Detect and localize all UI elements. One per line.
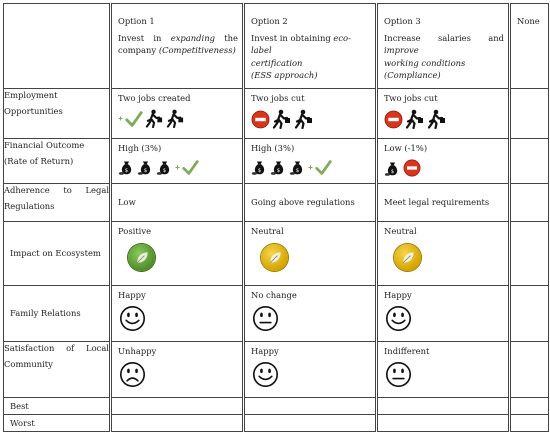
neutral-face-icon [252,305,279,332]
employment-row [4,89,549,139]
check-icon [182,159,199,176]
best-none [510,398,549,415]
option-2-title: Option 2 [251,16,288,26]
community-value-3: Indifferent [384,346,430,356]
plus-icon [308,165,313,170]
none-header [510,4,549,89]
community-label: Satisfaction of Local Community [4,342,111,398]
legal-value-1: Low [118,197,136,207]
best-label: Best [4,398,111,415]
worst-option-1 [111,415,244,432]
leaf-icon [394,244,421,271]
happy-face-icon [119,305,146,332]
employment-value-2: Two jobs cut [251,93,305,103]
community-option-2 [244,342,377,398]
legal-option-2 [244,184,377,222]
money-bag-icon [384,160,401,177]
community-value-2: Happy [251,346,279,356]
legal-label: Adherence to Legal Regulations [4,184,111,222]
legal-option-1 [111,184,244,222]
financial-value-3: Low (-1%) [384,143,428,153]
ecosystem-value-2: Neutral [251,226,284,236]
corner-cell [4,4,111,89]
ecosystem-option-2 [244,222,377,286]
employment-value-3: Two jobs cut [384,93,438,103]
family-option-1 [111,286,244,342]
financial-row [4,139,549,184]
worst-option-2 [244,415,377,432]
best-option-3 [377,398,510,415]
legal-option-3 [377,184,510,222]
community-option-1 [111,342,244,398]
plus-icon [175,165,180,170]
option-3-header: Option 3 Increase salaries and improve working conditions (Compliance) [377,4,510,89]
worst-label: Worst [4,415,111,432]
option-1-title: Option 1 [118,16,155,26]
worst-row [4,415,549,432]
best-option-2 [244,398,377,415]
option-3-description: Increase salaries and improve [384,33,504,56]
financial-option-2 [244,139,377,184]
plus-icon [118,116,123,121]
check-icon [125,110,143,128]
money-bag-icon [137,159,154,176]
financial-value-2: High (3%) [251,143,295,153]
ecosystem-option-1 [111,222,244,286]
best-row [4,398,549,415]
community-none [510,342,549,398]
ecosystem-label: Impact on Ecosystem [4,222,111,286]
worst-option-3 [377,415,510,432]
legal-none [510,184,549,222]
family-value-2: No change [251,290,297,300]
worker-icon [427,109,447,129]
ecosystem-option-3 [377,222,510,286]
financial-option-3 [377,139,510,184]
financial-none [510,139,549,184]
financial-value-1: High (3%) [118,143,162,153]
legal-value-3: Meet legal requirements [384,197,490,207]
financial-label: Financial Outcome (Rate of Return) [4,139,111,184]
employment-none [510,89,549,139]
legal-row [4,184,549,222]
financial-option-1 [111,139,244,184]
worker-icon [294,109,314,129]
ecosystem-value-1: Positive [118,226,152,236]
option-3-title: Option 3 [384,16,421,26]
worker-icon [145,109,164,128]
header-row [4,4,549,89]
ecosystem-none [510,222,549,286]
employment-value-1: Two jobs created [118,93,191,103]
happy-face-icon [385,305,412,332]
option-1-header: Option 1 Invest in expanding the company (Competitiveness) [111,4,244,89]
option-1-description: Invest in expanding the [118,33,238,44]
no-entry-icon [251,110,270,129]
community-row [4,342,549,398]
worker-icon [272,109,292,129]
family-label: Family Relations [4,286,111,342]
employment-label: Employment Opportunities [4,89,111,139]
employment-option-2 [244,89,377,139]
decision-matrix-table [3,3,549,432]
worst-none [510,415,549,432]
option-2-description: Invest in obtaining eco-label [251,33,351,56]
money-bag-icon [118,159,135,176]
ecosystem-row [4,222,549,286]
leaf-icon [261,244,288,271]
no-entry-icon [403,159,421,177]
employment-option-3 [377,89,510,139]
family-option-3 [377,286,510,342]
option-2-header: Option 2 Invest in obtaining eco-label certification (ESS approach) [244,4,377,89]
check-icon [315,159,332,176]
family-value-1: Happy [118,290,146,300]
best-option-1 [111,398,244,415]
ecosystem-value-3: Neutral [384,226,417,236]
money-bag-icon [289,159,306,176]
family-none [510,286,549,342]
money-bag-icon [270,159,287,176]
community-option-3 [377,342,510,398]
employment-option-1 [111,89,244,139]
family-value-3: Happy [384,290,412,300]
money-bag-icon [156,159,173,176]
happy-face-icon [252,361,279,388]
sad-face-icon [119,361,146,388]
money-bag-icon [251,159,268,176]
leaf-icon [128,244,155,271]
family-row [4,286,549,342]
legal-value-2: Going above regulations [251,197,355,207]
worker-icon [405,109,425,129]
neutral-face-icon [385,361,412,388]
no-entry-icon [384,110,403,129]
worker-icon [166,109,185,128]
none-label: None [517,16,540,26]
community-value-1: Unhappy [118,346,157,356]
family-option-2 [244,286,377,342]
